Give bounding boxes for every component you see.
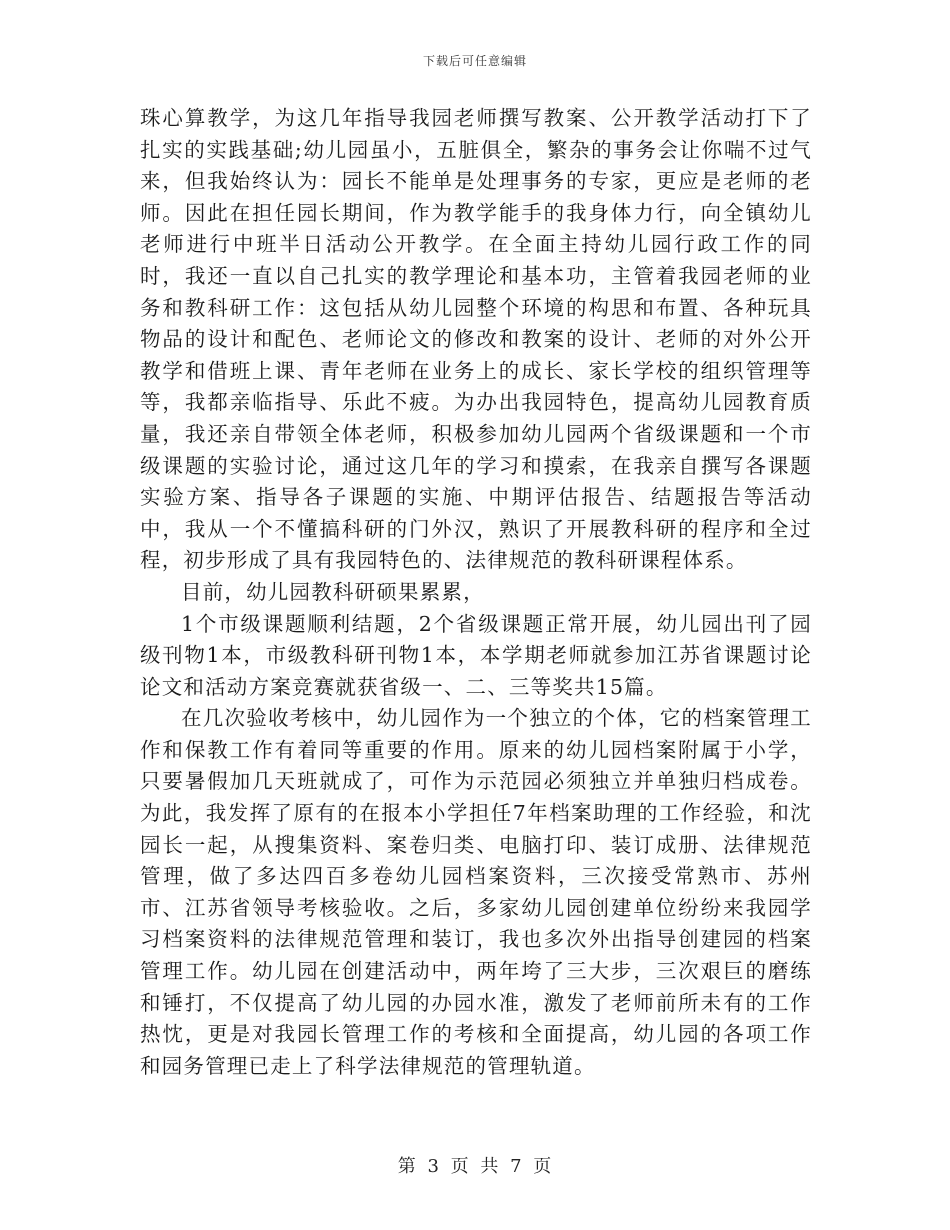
page-header: 下载后可任意编辑 bbox=[422, 54, 527, 68]
paragraph-2: 目前，幼儿园教科研硕果累累， bbox=[181, 579, 485, 604]
paragraph-3: 1个市级课题顺利结题，2个省级课题正常开展，幼儿园出刊了园级刊物1本，市级教科研刊物1本，本学期老师就参加江苏省课题讨论论文和活动方案竞赛就获省级一、二、三等奖共15篇。 bbox=[140, 611, 812, 699]
paragraph-4: 在几次验收考核中，幼儿园作为一个独立的个体，它的档案管理工作和保教工作有着同等重要的作用。原来的幼儿园档案附属于小学，只要暑假加几天班就成了，可作为示范园必须独立并单独归档成卷。为此，我发挥了原有的在报本小学担任7年档案助理的工作经验，和沈园长一起，从搜集资料、案卷归类、电脑打印、装订成册、法律规范管理，做了多达四百多卷幼儿园档案资料，三次接受常熟市、苏州市、江苏省领导考核验收。之后，多家幼儿园创建单位纷纷来我园学习档案资料的法律规范管理和装订，我也多次外出指导创建园的档案管理工作。幼儿园在创建活动中，两年垮了三大步，三次艰巨的磨练和锤打，不仅提高了幼儿园的办园水准，激发了老师前所未有的工作热忱，更是对我园长管理工作的考核和全面提高，幼儿园的各项工作和园务管理已走上了科学法律规范的管理轨道。 bbox=[140, 706, 812, 1078]
page-number-footer: 第 3 页 共 7 页 bbox=[397, 1156, 553, 1177]
paragraph-1: 珠心算教学，为这几年指导我园老师撰写教案、公开教学活动打下了扎实的实践基础;幼儿园虽小，五脏俱全，繁杂的事务会让你喘不过气来，但我始终认为：园长不能单是处理事务的专家，更应是老师的老师。因此在担任园长期间，作为教学能手的我身体力行，向全镇幼儿老师进行中班半日活动公开教学。在全面主持幼儿园行政工作的同时，我还一直以自己扎实的教学理论和基本功，主管着我园老师的业务和教科研工作：这包括从幼儿园整个环境的构思和布置、各种玩具物品的设计和配色、老师论文的修改和教案的设计、老师的对外公开教学和借班上课、青年老师在业务上的成长、家长学校的组织管理等等，我都亲临指导、乐此不疲。为办出我园特色，提高幼儿园教育质量，我还亲自带领全体老师，积极参加幼儿园两个省级课题和一个市级课题的实验讨论，通过这几年的学习和摸索，在我亲自撰写各课题实验方案、指导各子课题的实施、中期评估报告、结题报告等活动中，我从一个不懂搞科研的门外汉，熟识了开展教科研的程序和全过程，初步形成了具有我园特色的、法律规范的教科研课程体系。 bbox=[140, 106, 812, 573]
body-text bbox=[140, 103, 812, 1082]
